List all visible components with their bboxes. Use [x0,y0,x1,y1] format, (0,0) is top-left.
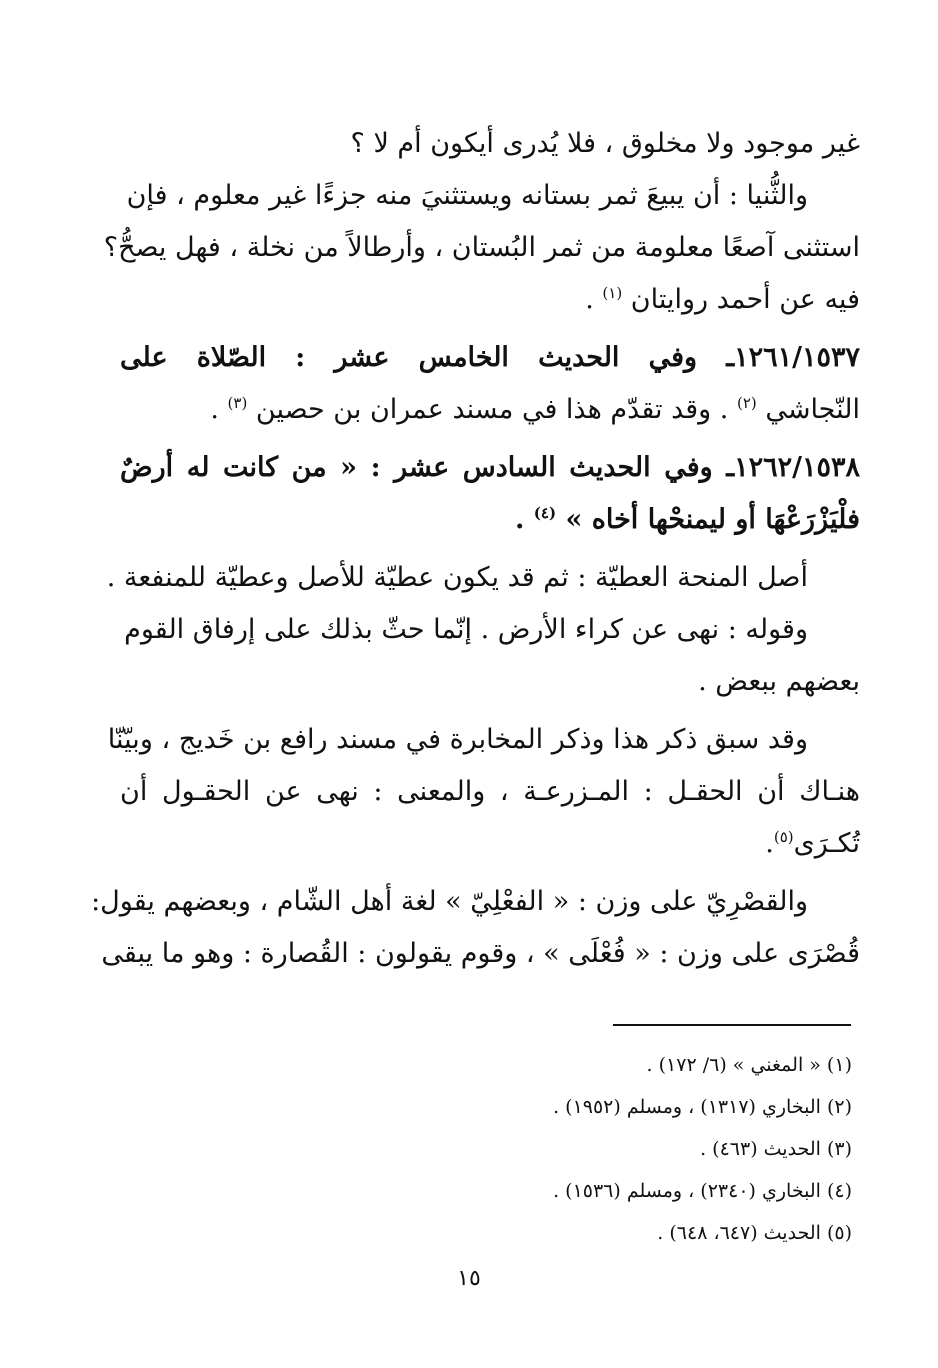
body-line-haql [120,766,860,818]
hadith-heading-1262 [120,442,860,494]
body-line-mukhabara [107,714,860,766]
body-line-qusra [101,928,860,980]
body-line-3 [103,222,860,274]
line-tail: . وقد تقدّم هذا في مسند عمران بن حصين [255,394,737,425]
footnote-5: (٥) الحديث (٦٤٧، ٦٤٨) . [657,1222,852,1244]
body-line-qasri [91,876,860,928]
line-text: ١٢٦٢/١٥٣٨ـ وفي الحديث السادس عشر : « من كانت له أرضٌ [120,452,860,483]
footnotes [120,1044,852,1254]
line-text: والقصْرِيّ على وزن : « الفعْلِيّ » لغة أهل الشّام ، وبعضهم يقول: [91,886,808,917]
line-text: وقد سبق ذكر هذا وذكر المخابرة في مسند رافع بن خَديج ، وبيّنّا [107,724,808,755]
body-line-najashi [120,384,860,436]
line-text: ١٢٦١/١٥٣٧ـ وفي الحديث الخامس عشر : الصّلاة على [120,342,860,373]
body-line-2 [120,170,860,222]
line-text: أصل المنحة العطيّة : ثم قد يكون عطيّة للأصل وعطيّة للمنفعة . [106,562,808,593]
line-text: وقوله : نهى عن كراء الأرض . إنّما حثّ بذلك على إرفاق القوم [124,614,808,645]
line-text: النّجاشي [765,394,860,425]
line-text: استثنى آصعًا معلومة من ثمر البُستان ، وأرطالاً من نخلة ، فهل يصحُّ؟ [103,232,860,263]
body-line-hadith-text [120,494,860,546]
line-text: والثُّنيا : أن يبيعَ ثمر بستانه ويستثنيَ منه جزءًا غير معلوم ، فإن [126,180,808,211]
line-tail: . [585,284,603,315]
body-line-badhuhum [120,656,860,708]
footnote-ref-1: (١) [602,284,623,302]
line-text: غير موجود ولا مخلوق ، فلا يُدرى أيكون أم لا ؟ [350,128,860,159]
footnote-ref-5: (٥) [773,828,794,846]
line-text: فيه عن أحمد روايتان [630,284,860,315]
line-text: فلْيَزْرَعْهَا أو ليمنحْها أخاه » [565,504,860,535]
line-text: تُكـرَى [793,828,860,859]
body-line-qawluh [120,604,860,656]
line-tail: . [514,504,534,535]
main-text [91,118,860,980]
footnote-ref-2: (٢) [736,394,757,412]
footnote-ref-3: (٣) [227,394,248,412]
footnote-3: (٣) الحديث (٤٦٣) . [700,1138,852,1160]
line-text: هنـاك أن الحقـل : المـزرعـة ، والمعنى : نهى عن الحقـول أن [120,776,860,807]
line-text: بعضهم ببعض . [698,666,860,697]
body-line-minha [106,552,860,604]
footnote-ref-4: (٤) [533,504,557,522]
footnote-1: (١) « المغني » (٦/ ١٧٢) . [646,1054,852,1076]
footnote-4: (٤) البخاري (٢٣٤٠) ، ومسلم (١٥٣٦) . [553,1180,852,1202]
line-text: قُصْرَى على وزن : « فُعْلَى » ، وقوم يقولون : القُصارة : وهو ما يبقى [101,938,860,969]
hadith-heading-1261 [120,332,860,384]
line-tail-2: . [210,394,228,425]
footnote-2: (٢) البخاري (١٣١٧) ، ومسلم (١٩٥٢) . [553,1096,852,1118]
footnote-separator [613,1024,851,1026]
body-line-4 [120,274,860,326]
body-line-1 [120,118,860,170]
line-tail: . [765,828,774,859]
body-line-tukra [120,818,860,870]
page-number: ١٥ [457,1266,481,1291]
